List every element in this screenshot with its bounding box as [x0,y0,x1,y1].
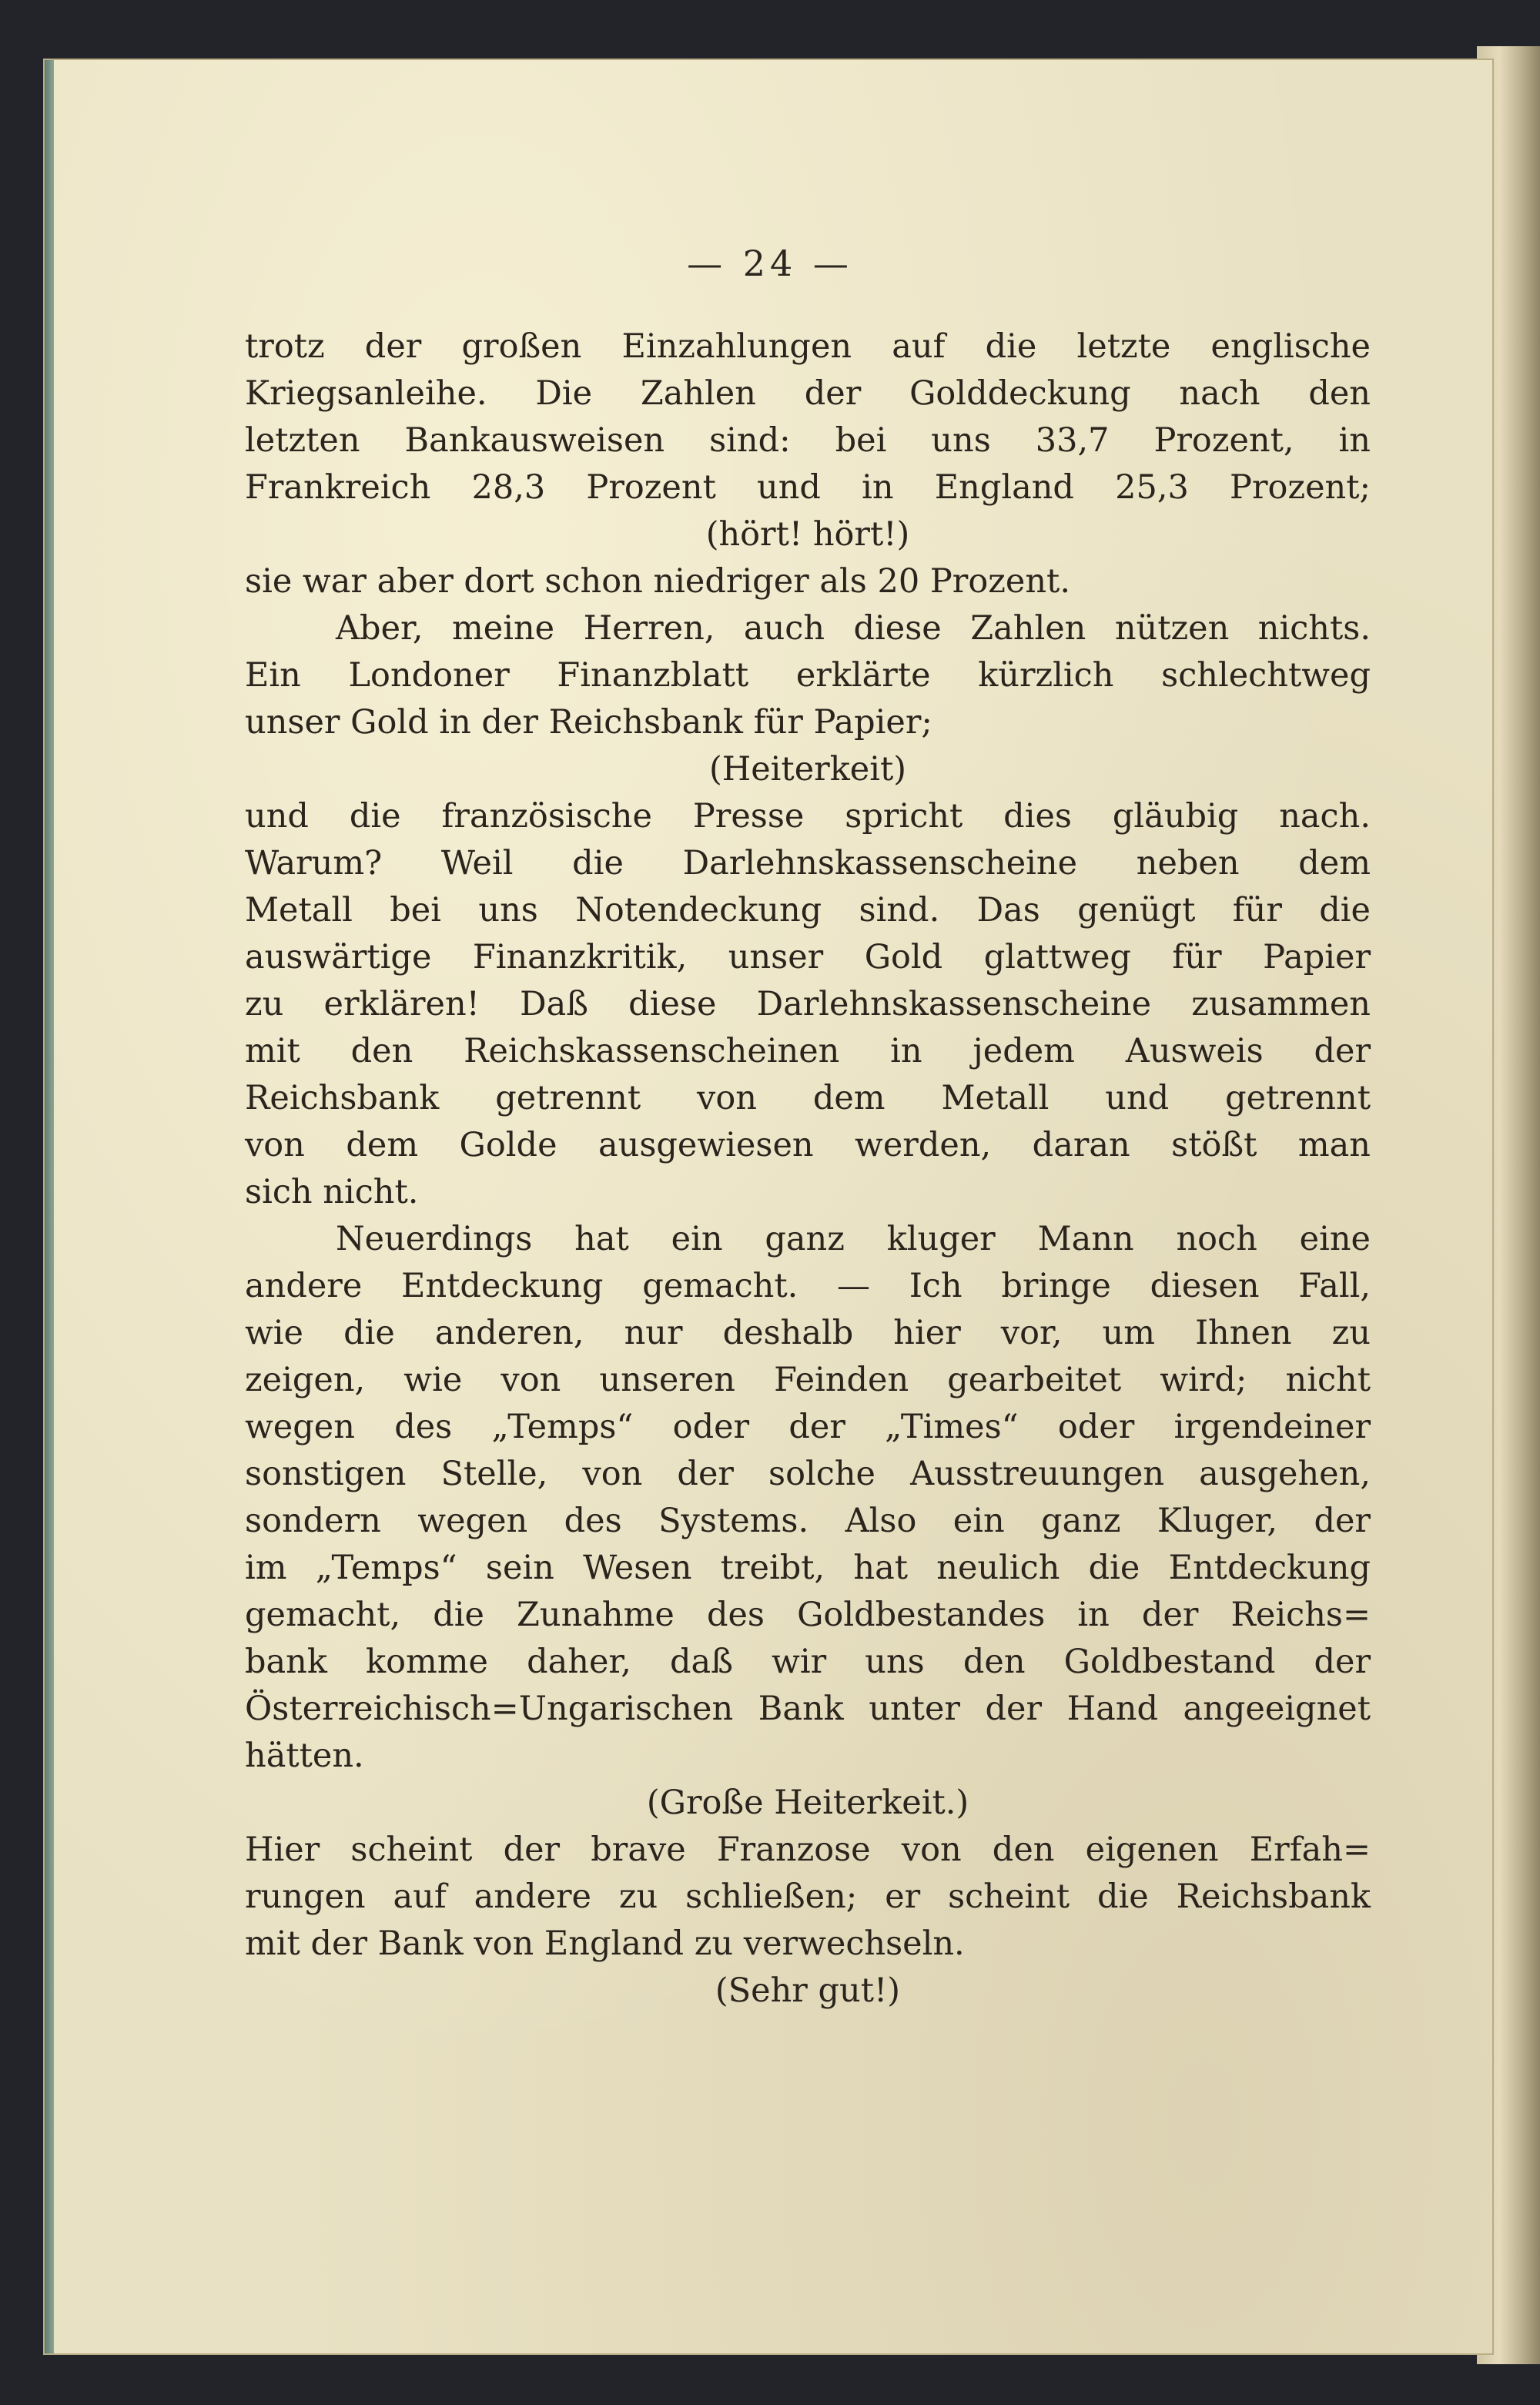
text-line: hätten. [245,1737,364,1775]
page-number: — 24 — [687,243,853,284]
text-line: letzten Bankausweisen sind: bei uns 33,7 Prozent, in [245,421,1371,460]
text-line: Kriegsanleihe. Die Zahlen der Golddeckung nach den [245,374,1371,413]
text-line: Aber, meine Herren, auch diese Zahlen nützen nichts. [336,609,1371,648]
interjection-line: (Große Heiterkeit.) [646,1784,969,1822]
text-line: gemacht, die Zunahme des Goldbestandes in der Reichs= [245,1596,1371,1634]
text-line: mit den Reichskassenscheinen in jedem Ausweis der [245,1032,1371,1070]
text-line: mit der Bank von England zu verwechseln. [245,1924,965,1963]
text-line: Metall bei uns Notendeckung sind. Das genügt für die [245,891,1371,930]
text-line: von dem Golde ausgewiesen werden, daran stößt man [245,1126,1371,1164]
text-line: sie war aber dort schon niedriger als 20 Prozent. [245,562,1070,601]
text-line: unser Gold in der Reichsbank für Papier; [245,703,932,742]
text-line: Frankreich 28,3 Prozent und in England 25,3 Prozent; [245,468,1371,507]
text-line: Warum? Weil die Darlehnskassenscheine neben dem [245,844,1371,883]
text-line: zu erklären! Daß diese Darlehnskassenscheine zusammen [245,985,1371,1023]
text-line: Hier scheint der brave Franzose von den eigenen Erfah= [245,1831,1371,1869]
text-line: sondern wegen des Systems. Also ein ganz Kluger, der [245,1502,1371,1540]
text-line: im „Temps“ sein Wesen treibt, hat neulich die Entdeckung [245,1549,1371,1587]
text-line: zeigen, wie von unseren Feinden gearbeitet wird; nicht [245,1361,1371,1399]
text-line: trotz der großen Einzahlungen auf die letzte englische [245,327,1371,366]
text-line: Österreichisch=Ungarischen Bank unter der Hand angeeignet [245,1690,1371,1728]
text-line: auswärtige Finanzkritik, unser Gold glattweg für Papier [245,938,1371,976]
text-line: bank komme daher, daß wir uns den Goldbestand der [245,1643,1371,1681]
text-line: wegen des „Temps“ oder der „Times“ oder irgendeiner [245,1408,1371,1446]
text-line: sonstigen Stelle, von der solche Ausstreuungen ausgehen, [245,1455,1371,1493]
text-line: Neuerdings hat ein ganz kluger Mann noch eine [336,1220,1371,1258]
body-text [245,323,1371,2015]
interjection-line: (hört! hört!) [705,515,910,554]
text-line: wie die anderen, nur deshalb hier vor, um Ihnen zu [245,1314,1371,1352]
text-line: andere Entdeckung gemacht. — Ich bringe diesen Fall, [245,1267,1371,1305]
spine-edge [45,60,54,2353]
text-line: Ein Londoner Finanzblatt erklärte kürzlich schlechtweg [245,656,1371,695]
text-line: rungen auf andere zu schließen; er scheint die Reichsbank [245,1877,1371,1916]
text-line: Reichsbank getrennt von dem Metall und getrennt [245,1079,1371,1117]
text-line: sich nicht. [245,1173,419,1211]
interjection-line: (Sehr gut!) [715,1971,901,2010]
interjection-line: (Heiterkeit) [708,750,907,789]
text-line: und die französische Presse spricht dies gläubig nach. [245,797,1371,836]
